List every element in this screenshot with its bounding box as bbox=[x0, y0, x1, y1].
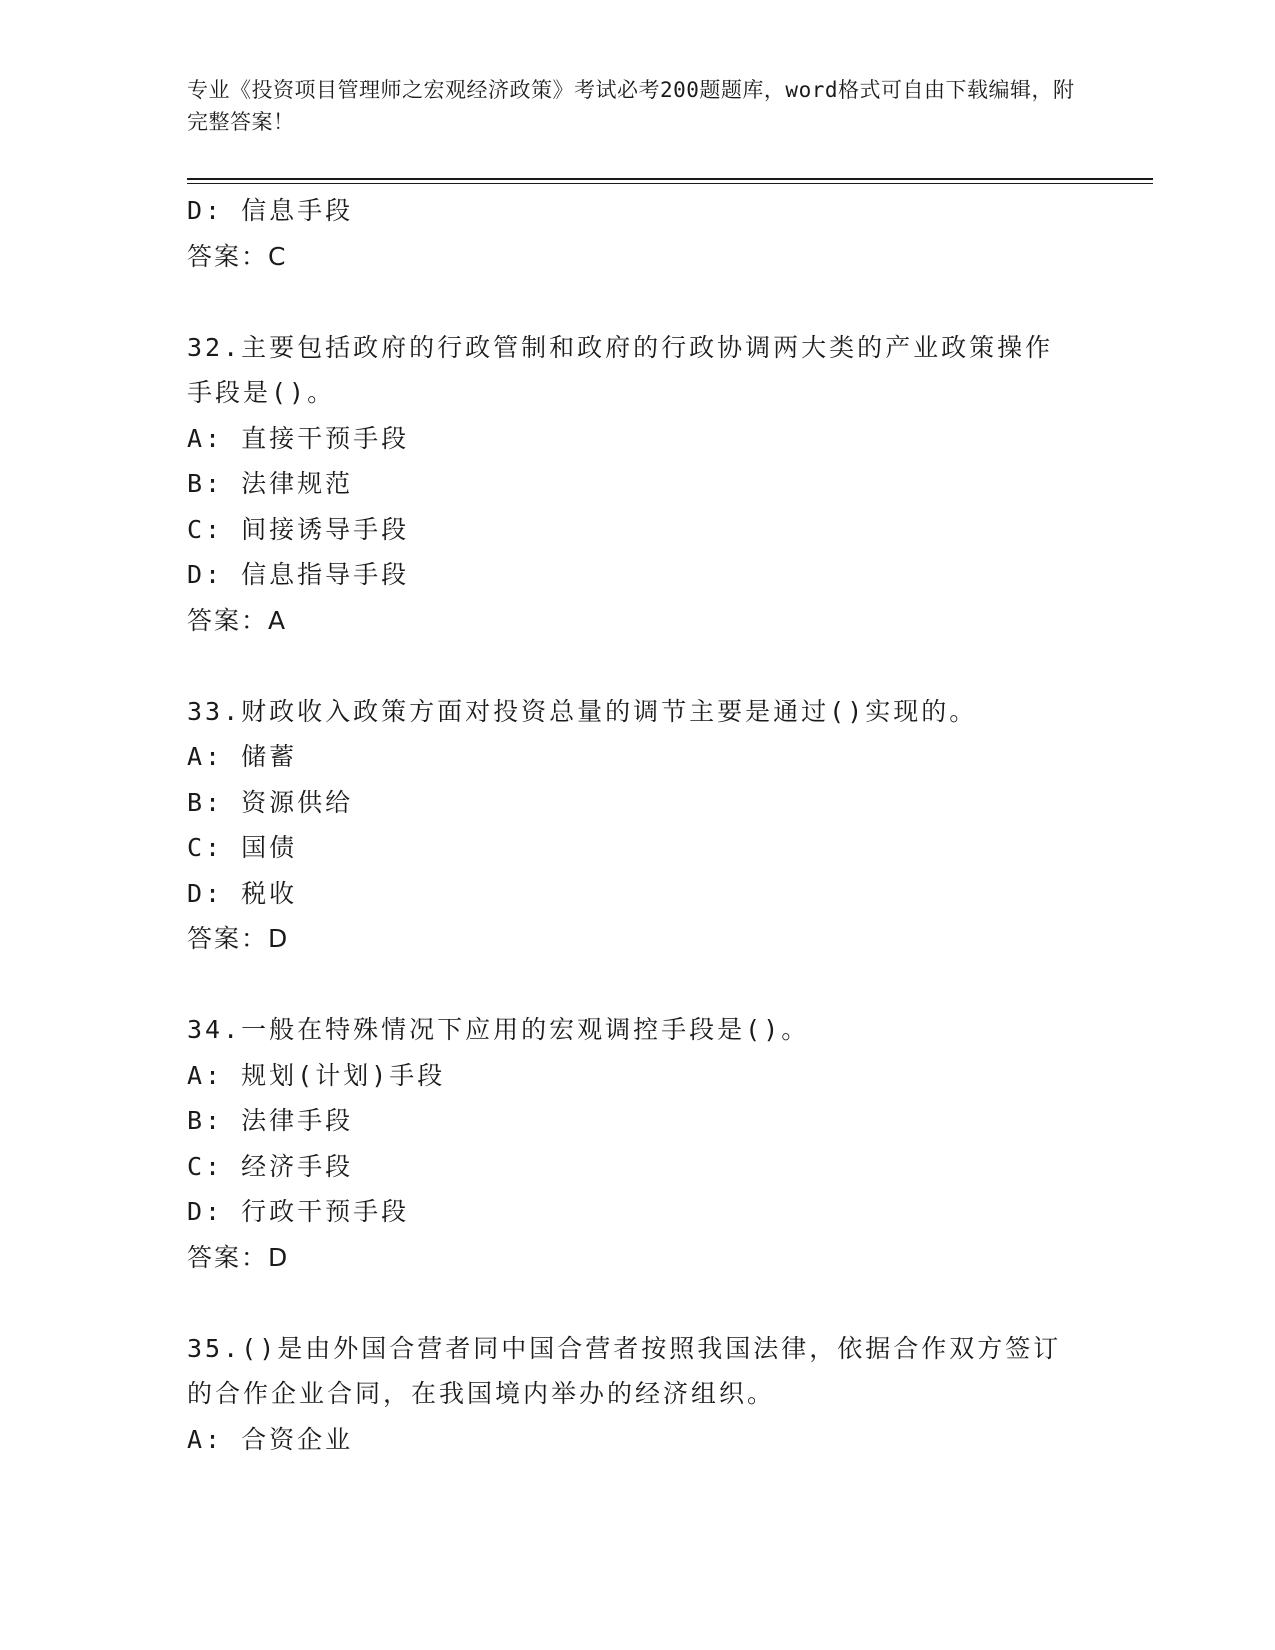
header-rule-thin bbox=[187, 183, 1153, 184]
question-35-stem: 35.()是由外国合营者同中国合营者按照我国法律，依据合作双方签订的合作企业合同，在我国境内举办的经济组织。 bbox=[187, 1333, 1062, 1408]
header-rule bbox=[187, 178, 1153, 180]
question-34-option-d: D: 行政干预手段 bbox=[187, 1197, 410, 1226]
question-34-option-c: C: 经济手段 bbox=[187, 1151, 354, 1181]
question-35-option-a: A: 合资企业 bbox=[187, 1424, 354, 1454]
question-list bbox=[187, 188, 1077, 1462]
document-header: 专业《投资项目管理师之宏观经济政策》考试必考200题题库，word格式可自由下载编辑，附完整答案！ bbox=[187, 78, 1075, 134]
question-34-option-b: B: 法律手段 bbox=[187, 1106, 354, 1135]
question-32-option-a: A: 直接干预手段 bbox=[187, 423, 410, 453]
question-31-option-d: D: 信息手段 bbox=[187, 196, 354, 225]
question-33-option-b: B: 资源供给 bbox=[187, 787, 354, 817]
question-33-option-c: C: 国债 bbox=[187, 833, 298, 862]
question-34-option-a: A: 规划(计划)手段 bbox=[187, 1060, 446, 1090]
question-32-stem: 32.主要包括政府的行政管制和政府的行政协调两大类的产业政策操作手段是()。 bbox=[187, 332, 1054, 407]
question-34-stem: 34.一般在特殊情况下应用的宏观调控手段是()。 bbox=[187, 1015, 810, 1044]
question-32-option-c: C: 间接诱导手段 bbox=[187, 514, 410, 544]
question-34-answer: 答案：D bbox=[187, 1242, 290, 1272]
question-33-option-a: A: 储蓄 bbox=[187, 742, 298, 771]
question-33-answer: 答案：D bbox=[187, 924, 290, 953]
question-32-option-b: B: 法律规范 bbox=[187, 469, 354, 498]
question-33-option-d: D: 税收 bbox=[187, 878, 298, 908]
question-32-answer: 答案：A bbox=[187, 605, 288, 635]
question-31-answer: 答案：C bbox=[187, 241, 288, 271]
question-33-stem: 33.财政收入政策方面对投资总量的调节主要是通过()实现的。 bbox=[187, 696, 978, 726]
question-32-option-d: D: 信息指导手段 bbox=[187, 560, 410, 589]
